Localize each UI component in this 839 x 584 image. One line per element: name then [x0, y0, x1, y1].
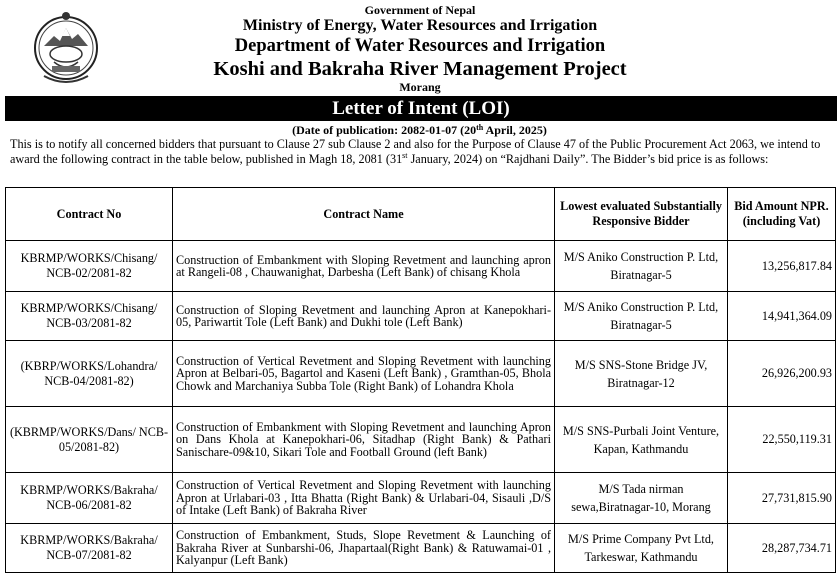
project-name: Koshi and Bakraha River Management Project — [213, 58, 627, 80]
government-name: Government of Nepal — [364, 3, 476, 17]
header-bid-amount: Bid Amount NPR. (including Vat) — [728, 188, 836, 241]
department-name: Department of Water Resources and Irrigation — [234, 36, 606, 56]
publication-date — [0, 124, 839, 137]
intro-text-before: This is to notify all concerned bidders that pursuant to Clause 27 sub Clause 2 and also for the Purpose of Clause 47 of the Public Procurement Act 2063, we intend to award the following contract in the table below, published in Magh 18, 2081 (31 — [10, 137, 821, 166]
notice-title: Letter of Intent (LOI) — [332, 98, 510, 119]
contract-name: Construction of Embankment, Studs, Slope Revetment & Launching of Bakraha River at Sunbarshi-06, Jhapartaal(Right Bank) & Ratuwamai-01 , Kalyanpur (Left Bank) — [173, 524, 555, 573]
location: Morang — [399, 80, 441, 94]
publication-date-prefix: (Date of publication: 2082-01-07 (20 — [292, 123, 477, 137]
table-row — [6, 524, 836, 573]
contract-name: Construction of Embankment with Sloping Revetment and launching apron at Rangeli-08 , Chauwanighat, Darbesha (Left Bank) of chisang Khola — [173, 241, 555, 292]
contract-name: Construction of Sloping Revetment and launching Apron at Kanepokhari-05, Pariwartit Tole (Left Bank) and Dukhi tole (Left Bank) — [173, 292, 555, 341]
intro-paragraph — [10, 137, 830, 167]
bidder: M/S Aniko Construction P. Ltd, Biratnagar-5 — [555, 241, 728, 292]
header-bidder: Lowest evaluated Substantially Responsive Bidder — [555, 188, 728, 241]
notice-title-bar — [5, 96, 837, 121]
table-row — [6, 241, 836, 292]
bidder: M/S SNS-Stone Bridge JV, Biratnagar-12 — [555, 341, 728, 407]
contract-no: KBRMP/WORKS/Chisang/ NCB-03/2081-82 — [6, 292, 173, 341]
bid-amount: 27,731,815.90 — [728, 473, 836, 524]
publication-date-sup: th — [476, 123, 484, 132]
contract-no: KBRMP/WORKS/Bakraha/ NCB-07/2081-82 — [6, 524, 173, 573]
table-row — [6, 473, 836, 524]
bid-amount: 14,941,364.09 — [728, 292, 836, 341]
header-contract-no: Contract No — [6, 188, 173, 241]
letterhead — [100, 4, 740, 93]
contract-no: (KBRP/WORKS/Lohandra/ NCB-04/2081-82) — [6, 341, 173, 407]
contract-name: Construction of Embankment with Sloping Revetment and launching Apron on Dans Khola at Kanepokhari-06, Sitadhap (Right Bank) & Pathari Sanischare-09&10, Sikari Tole and Football Ground (left Bank) — [173, 407, 555, 473]
contract-no: KBRMP/WORKS/Bakraha/ NCB-06/2081-82 — [6, 473, 173, 524]
bid-amount: 26,926,200.93 — [728, 341, 836, 407]
contract-no: KBRMP/WORKS/Chisang/ NCB-02/2081-82 — [6, 241, 173, 292]
bid-amount: 13,256,817.84 — [728, 241, 836, 292]
bid-amount: 28,287,734.71 — [728, 524, 836, 573]
table-row — [6, 407, 836, 473]
header-contract-name: Contract Name — [173, 188, 555, 241]
contracts-table — [5, 187, 836, 573]
intro-text-after: January, 2024) on “Rajdhani Daily”. The Bidder’s bid price is as follows: — [407, 152, 769, 166]
ministry-name: Ministry of Energy, Water Resources and Irrigation — [242, 17, 598, 34]
contract-no: (KBRMP/WORKS/Dans/ NCB-05/2081-82) — [6, 407, 173, 473]
table-row — [6, 292, 836, 341]
bid-amount: 22,550,119.31 — [728, 407, 836, 473]
bidder: M/S SNS-Purbali Joint Venture, Kapan, Kathmandu — [555, 407, 728, 473]
bidder: M/S Tada nirman sewa,Biratnagar-10, Morang — [555, 473, 728, 524]
bidder: M/S Prime Company Pvt Ltd, Tarkeswar, Kathmandu — [555, 524, 728, 573]
table-row — [6, 341, 836, 407]
contract-name: Construction of Vertical Revetment and Sloping Revetment with launching Apron at Urlabari-03 , Itta Bhatta (Right Bank) & Urlabari-04, Sisauli ,D/S of Intake (Left Bank) of Bakraha River — [173, 473, 555, 524]
intro-sup: st — [402, 151, 408, 160]
publication-date-rest: April, 2025) — [483, 123, 547, 137]
bidder: M/S Aniko Construction P. Ltd, Biratnagar-5 — [555, 292, 728, 341]
table-header-row — [6, 188, 836, 241]
nepal-emblem-icon — [32, 6, 100, 90]
contract-name: Construction of Vertical Revetment and Sloping Revetment with launching Apron at Belbari-05, Bagartol and Kaseni (Left Bank) , Gramthan-05, Bhola Chowk and Marchaniya Subba Tole (Right Bank) of Lohandra Khola — [173, 341, 555, 407]
